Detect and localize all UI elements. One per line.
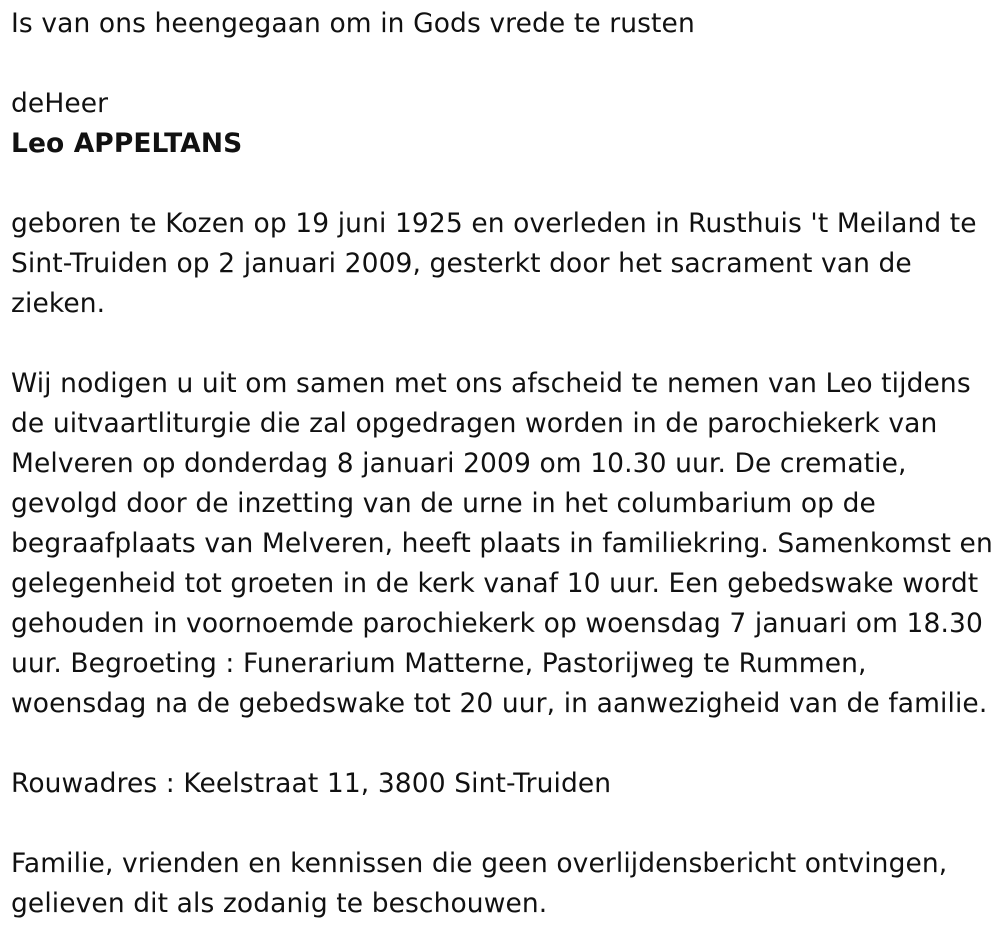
ceremony-paragraph [11,364,996,724]
spacer [11,804,992,844]
mourning-address: Rouwadres : Keelstraat 11, 3800 Sint-Truiden [11,768,612,799]
paragraph-line: gelieven dit als zodanig te beschouwen. [11,888,548,919]
paragraph-line: gehouden in voornoemde parochiekerk op woensdag 7 januari om 18.30 [11,608,983,639]
paragraph-line: uur. Begroeting : Funerarium Matterne, Pastorijweg te Rummen, [11,648,867,679]
deceased-name: Leo APPELTANS [11,128,243,159]
paragraph-line: gevolgd door de inzetting van de urne in het columbarium op de [11,488,876,519]
paragraph-line: Familie, vrienden en kennissen die geen overlijdensbericht ontvingen, [11,848,948,879]
closing-paragraph [11,844,996,924]
title-prefix: deHeer [11,88,109,119]
paragraph-line: gelegenheid tot groeten in de kerk vanaf 10 uur. Een gebedswake wordt [11,568,979,599]
paragraph-line: geboren te Kozen op 19 juni 1925 en overleden in Rusthuis 't Meiland te [11,208,977,239]
paragraph-line: Wij nodigen u uit om samen met ons afscheid te nemen van Leo tijdens [11,368,971,399]
birth-death-paragraph [11,204,996,324]
paragraph-line: begraafplaats van Melveren, heeft plaats in familiekring. Samenkomst en [11,528,993,559]
paragraph-line: Melveren op donderdag 8 januari 2009 om 10.30 uur. De crematie, [11,448,907,479]
spacer [11,164,992,204]
paragraph-line: zieken. [11,288,106,319]
spacer [11,724,992,764]
intro-text: Is van ons heengegaan om in Gods vrede te rusten [11,8,695,39]
spacer [11,44,992,84]
spacer [11,324,992,364]
paragraph-line: Sint-Truiden op 2 januari 2009, gesterkt door het sacrament van de [11,248,912,279]
paragraph-line: de uitvaartliturgie die zal opgedragen worden in de parochiekerk van [11,408,938,439]
paragraph-line: woensdag na de gebedswake tot 20 uur, in aanwezigheid van de familie. [11,688,988,719]
